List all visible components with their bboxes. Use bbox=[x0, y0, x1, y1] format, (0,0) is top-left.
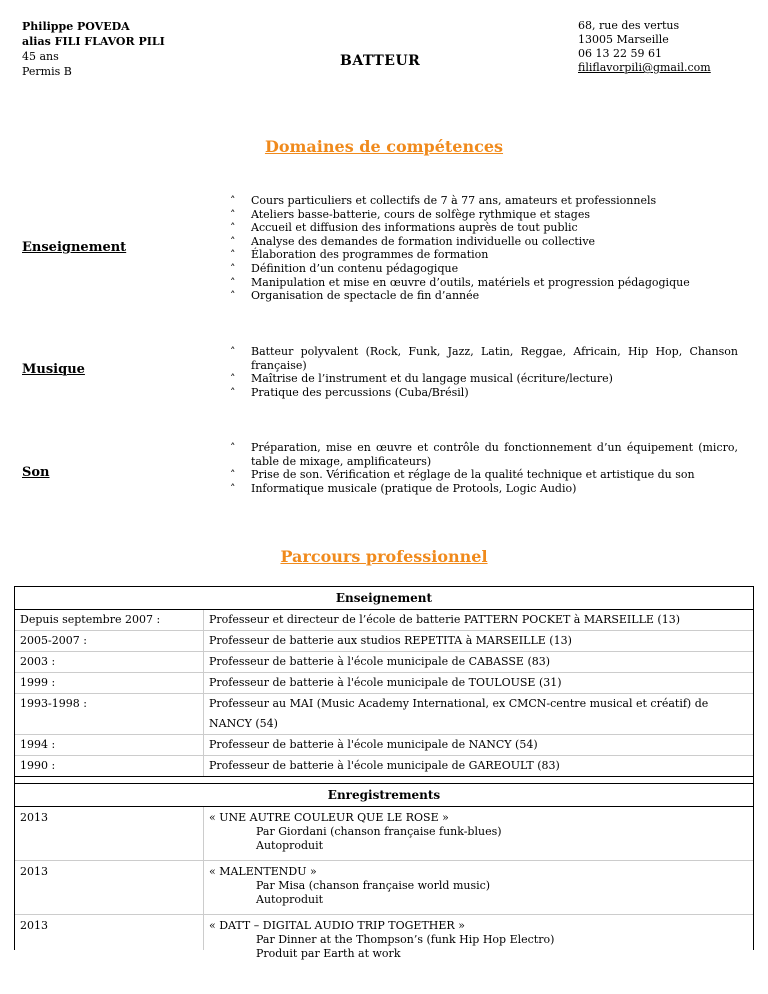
person-name: Philippe POVEDA bbox=[22, 20, 130, 33]
list-item: ˄ Cours particuliers et collectifs de 7 à 77 ans, amateurs et professionnels bbox=[230, 194, 738, 208]
row-description: Professeur au MAI (Music Academy International, ex CMCN-centre musical et créatif) de NANCY (54) bbox=[209, 697, 709, 730]
parcours-table bbox=[14, 586, 754, 960]
row-description: Professeur et directeur de l’école de batterie PATTERN POCKET à MARSEILLE (13) bbox=[209, 613, 680, 626]
row-year: 2013 bbox=[15, 915, 204, 950]
list-item: ˄ Élaboration des programmes de formation bbox=[230, 248, 738, 262]
row-date: 1993-1998 : bbox=[15, 694, 204, 734]
list-item: ˄ Informatique musicale (pratique de Protools, Logic Audio) bbox=[230, 482, 738, 496]
record-producer: Autoproduit bbox=[256, 839, 324, 852]
list-item: ˄ Prise de son. Vérification et réglage de la qualité technique et artistique du son bbox=[230, 468, 738, 482]
record-details bbox=[204, 861, 753, 914]
row-year: 2013 bbox=[15, 807, 204, 860]
contact-address bbox=[578, 19, 711, 75]
record-producer: Produit par Earth at work bbox=[256, 947, 401, 960]
phone-number: 06 13 22 59 61 bbox=[578, 47, 662, 60]
row-year: 2013 bbox=[15, 861, 204, 914]
row-description: Professeur de batterie à l'école municipale de TOULOUSE (31) bbox=[209, 676, 562, 689]
table-row bbox=[15, 915, 753, 960]
row-description: Professeur de batterie aux studios REPETITA à MARSEILLE (13) bbox=[209, 634, 572, 647]
enseignement-list bbox=[230, 194, 738, 303]
person-license: Permis B bbox=[22, 65, 72, 78]
table-row bbox=[15, 807, 753, 861]
category-enseignement: Enseignement bbox=[22, 240, 127, 255]
row-date: 1994 : bbox=[15, 735, 204, 755]
table-row bbox=[15, 610, 753, 631]
list-item: ˄ Maîtrise de l’instrument et du langage musical (écriture/lecture) bbox=[230, 372, 738, 386]
record-details bbox=[204, 915, 753, 960]
person-age: 45 ans bbox=[22, 50, 59, 63]
table-row bbox=[15, 735, 753, 756]
row-description: Professeur de batterie à l'école municipale de GAREOULT (83) bbox=[209, 759, 560, 772]
person-alias: alias FILI FLAVOR PILI bbox=[22, 35, 165, 48]
category-musique: Musique bbox=[22, 362, 85, 377]
address-city: 13005 Marseille bbox=[578, 33, 669, 46]
row-date: 1990 : bbox=[15, 756, 204, 776]
table-header-enregistrements: Enregistrements bbox=[15, 783, 753, 807]
row-date: 1999 : bbox=[15, 673, 204, 693]
list-item: ˄ Organisation de spectacle de fin d’année bbox=[230, 289, 738, 303]
parcours-title: Parcours professionnel bbox=[280, 547, 488, 566]
table-row bbox=[15, 756, 753, 777]
category-son: Son bbox=[22, 465, 50, 480]
table-row bbox=[15, 673, 753, 694]
list-item: ˄ Définition d’un contenu pédagogique bbox=[230, 262, 738, 276]
table-row bbox=[15, 694, 753, 735]
list-item: ˄ Préparation, mise en œuvre et contrôle du fonctionnement d’un équipement (micro, table de mixage, amplificateurs) bbox=[230, 441, 738, 468]
table-row bbox=[15, 652, 753, 673]
record-artist: Par Dinner at the Thompson’s (funk Hip Hop Electro) bbox=[256, 933, 555, 946]
list-item: ˄ Analyse des demandes de formation individuelle ou collective bbox=[230, 235, 738, 249]
document-title: BATTEUR bbox=[340, 53, 421, 69]
musique-list bbox=[230, 345, 738, 399]
son-list bbox=[230, 441, 738, 495]
list-item: ˄ Batteur polyvalent (Rock, Funk, Jazz, Latin, Reggae, Africain, Hip Hop, Chanson française) bbox=[230, 345, 738, 372]
table-row bbox=[15, 631, 753, 652]
table-header-enseignement: Enseignement bbox=[15, 587, 753, 610]
row-description: Professeur de batterie à l'école municipale de NANCY (54) bbox=[209, 738, 538, 751]
row-description: Professeur de batterie à l'école municipale de CABASSE (83) bbox=[209, 655, 551, 668]
competences-title: Domaines de compétences bbox=[264, 137, 504, 156]
record-producer: Autoproduit bbox=[256, 893, 324, 906]
record-artist: Par Misa (chanson française world music) bbox=[256, 879, 491, 892]
record-title: « MALENTENDU » bbox=[209, 865, 317, 878]
record-title: « DATT – DIGITAL AUDIO TRIP TOGETHER » bbox=[209, 919, 465, 932]
row-date: 2005-2007 : bbox=[15, 631, 204, 651]
row-date: Depuis septembre 2007 : bbox=[15, 610, 204, 630]
record-title: « UNE AUTRE COULEUR QUE LE ROSE » bbox=[209, 811, 449, 824]
address-street: 68, rue des vertus bbox=[578, 19, 680, 32]
table-row bbox=[15, 861, 753, 915]
email-link[interactable]: filiflavorpili@gmail.com bbox=[578, 61, 711, 74]
record-artist: Par Giordani (chanson française funk-blues) bbox=[256, 825, 502, 838]
record-details bbox=[204, 807, 753, 860]
list-item: ˄ Manipulation et mise en œuvre d’outils, matériels et progression pédagogique bbox=[230, 276, 738, 290]
row-date: 2003 : bbox=[15, 652, 204, 672]
list-item: ˄ Ateliers basse-batterie, cours de solfège rythmique et stages bbox=[230, 208, 738, 222]
list-item: ˄ Pratique des percussions (Cuba/Brésil) bbox=[230, 386, 738, 400]
contact-identity bbox=[22, 19, 165, 79]
list-item: ˄ Accueil et diffusion des informations auprès de tout public bbox=[230, 221, 738, 235]
